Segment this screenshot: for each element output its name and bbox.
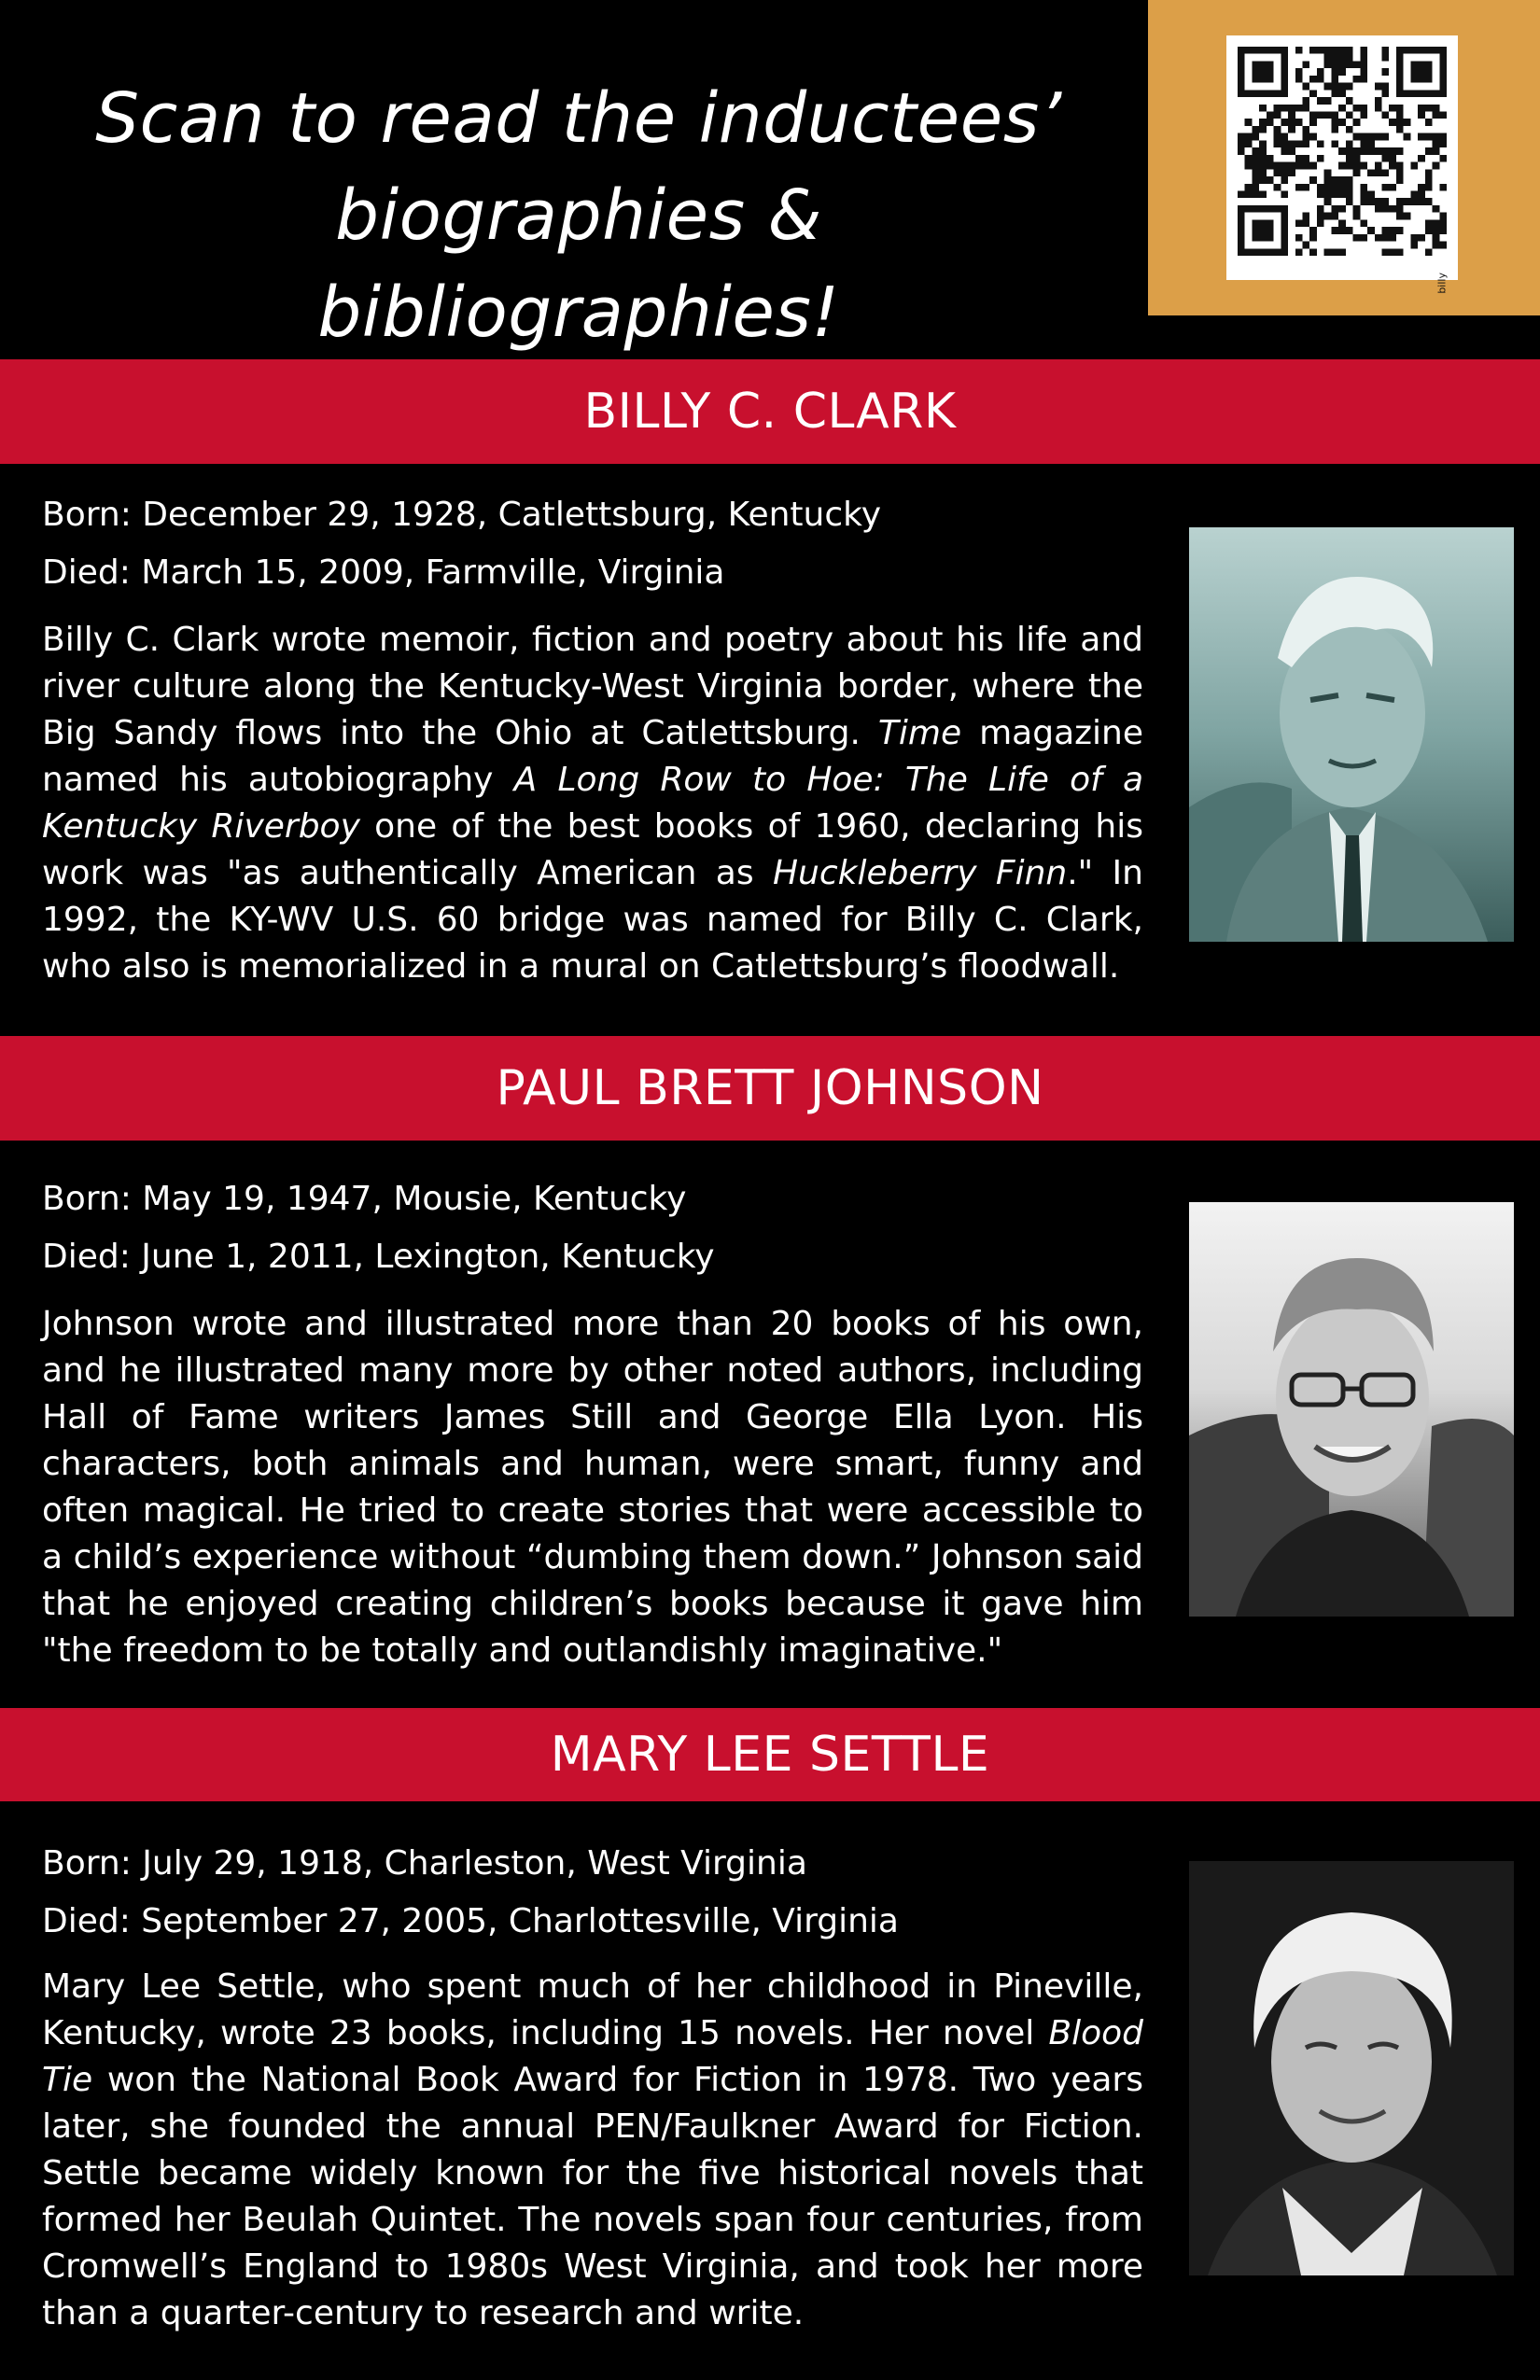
inductee-band-1 [0,359,1540,464]
inductee-band-2 [0,1036,1540,1141]
inductee-section-3 [0,1801,1540,2380]
bio-text: Mary Lee Settle, who spent much of her childhood in Pineville, Kentucky, wrote 23 books, including 15 novels. Her novel [42,1967,1143,2052]
bio-text: won the National Book Award for Fiction in 1978. Two years later, she founded the annual PEN/Faulkner Award for Fiction. Settle became widely known for the five historical novels that formed her Beulah Quintet. The novels span four centuries, from Cromwell’s England to 1980s West Virginia, and took her more than a quarter-century to research and write. [42,2061,1143,2332]
inductee-section-2 [0,1141,1540,1708]
portrait-photo-icon [1189,1202,1514,1617]
bio-paragraph [42,1964,1143,2337]
bio-text: magazine named his autobiography [42,714,1143,799]
bio-paragraph [42,1301,1143,1674]
born-line: Born: July 29, 1918, Charleston, West Virginia [42,1844,807,1883]
bio-paragraph [42,617,1143,990]
page-title-line-2: biographies & bibliographies! [317,175,840,353]
died-line: Died: September 27, 2005, Charlottesville, Virginia [42,1902,899,1940]
bio-italic-title: Huckleberry Finn [772,854,1068,892]
inductee-section-1 [0,464,1540,1036]
bio-text: Billy C. Clark wrote memoir, fiction and poetry about his life and river culture along the Kentucky-West Virginia border, where the Big Sandy flows into the Ohio at Catlettsburg. [42,621,1143,752]
bio-italic-title: Time [877,714,962,752]
page-title-line-1: Scan to read the inductees’ [95,78,1062,159]
inductee-name: PAUL BRETT JOHNSON [496,1060,1044,1116]
bio-text: Johnson wrote and illustrated more than 20 books of his own, and he illustrated many more by other noted authors, including Hall of Fame writers James Still and George Ella Lyon. His characters, both animals and human, were smart, funny and often magical. He tried to create stories that were accessible to a child’s experience without “dumbing them down.” Johnson said that he enjoyed creating children’s books because it gave him "the freedom to be totally and outlandishly imaginative." [42,1305,1143,1670]
qr-code[interactable] [1226,35,1458,294]
qr-panel [1148,0,1540,315]
bio-italic-title: Blood Tie [42,2014,1143,2099]
inductee-name: MARY LEE SETTLE [550,1727,990,1783]
header [0,0,1540,359]
page-title [65,70,1092,361]
born-line: Born: May 19, 1947, Mousie, Kentucky [42,1180,687,1218]
died-line: Died: March 15, 2009, Farmville, Virginia [42,553,725,592]
qr-brand-label: billy [1436,273,1449,294]
inductee-band-3 [0,1708,1540,1801]
qr-code-icon [1238,47,1447,256]
bio-text: one of the best books of 1960, declaring his work was "as authentically American as [42,807,1143,892]
portrait-photo-icon [1189,527,1514,942]
inductee-name: BILLY C. CLARK [583,384,957,440]
portrait-photo-icon [1189,1861,1514,2275]
died-line: Died: June 1, 2011, Lexington, Kentucky [42,1238,715,1276]
born-line: Born: December 29, 1928, Catlettsburg, Kentucky [42,496,881,534]
bio-italic-title: A Long Row to Hoe: The Life of a Kentucky Riverboy [42,761,1144,846]
bio-text: ." In 1992, the KY-WV U.S. 60 bridge was named for Billy C. Clark, who also is memorialized in a mural on Catlettsburg’s floodwall. [42,854,1143,986]
